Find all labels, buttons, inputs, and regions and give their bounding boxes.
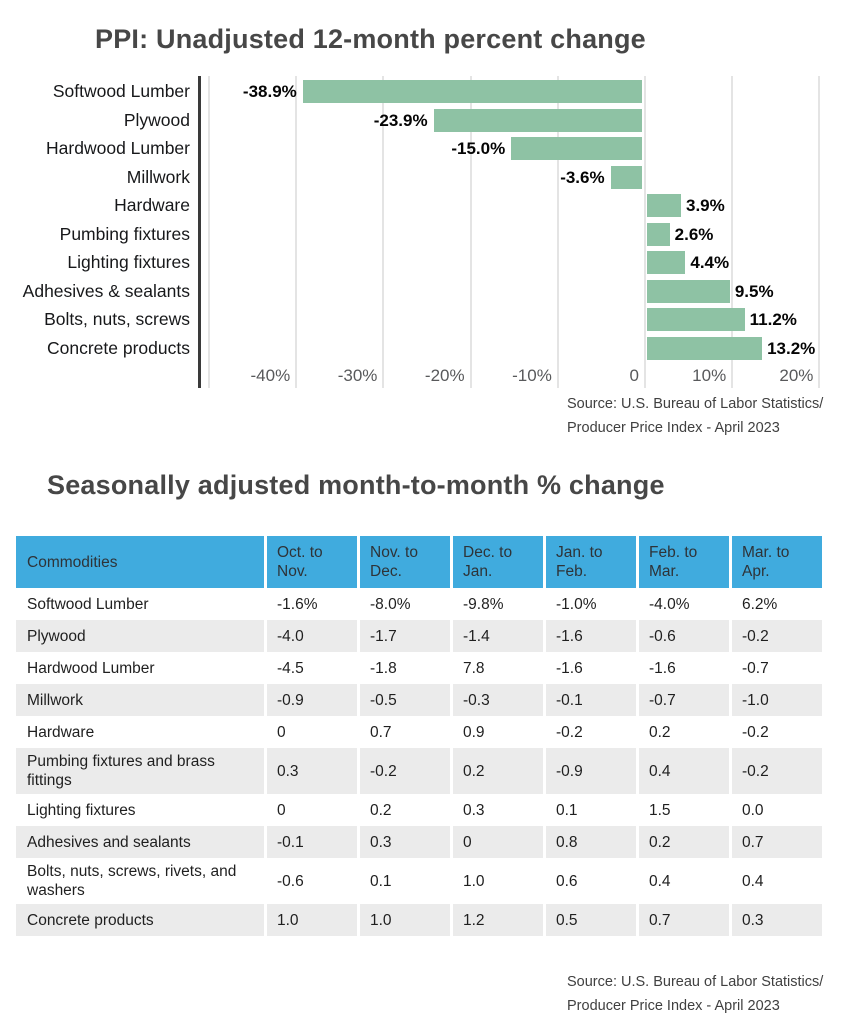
value-cell: 0.7	[357, 716, 450, 748]
commodity-name-cell: Bolts, nuts, screws, rivets, and washers	[27, 863, 237, 899]
table-row	[16, 588, 822, 620]
x-tick-label: -20%	[424, 366, 465, 385]
bar-value-label: -23.9%	[373, 110, 428, 130]
header-cell-commodities: Commodities	[27, 553, 118, 571]
bar-value-label: -38.9%	[242, 82, 297, 101]
value-cell: -4.0	[264, 620, 357, 652]
y-axis-line	[198, 76, 201, 388]
value-cell: -0.9	[264, 684, 357, 716]
header-cell-month: Feb. to Mar.	[636, 536, 729, 588]
value-cell: -0.1	[264, 826, 357, 858]
header-cell-month: Mar. to Apr.	[729, 536, 822, 588]
category-label: Softwood Lumber	[52, 81, 190, 101]
table-body	[16, 588, 822, 936]
category-label: Hardwood Lumber	[46, 138, 190, 158]
commodity-name-cell: Plywood	[27, 627, 86, 645]
header-cell-month: Nov. to Dec.	[357, 536, 450, 588]
header-cell-month: Dec. to Jan.	[450, 536, 543, 588]
table-row	[16, 684, 822, 716]
x-tick-label: 10%	[692, 366, 727, 385]
value-cell: -1.7	[357, 620, 450, 652]
commodity-name-cell: Hardware	[27, 723, 95, 741]
value-cell: 6.2%	[729, 588, 822, 620]
table-header-row	[16, 536, 822, 588]
value-cell: -1.6	[543, 620, 636, 652]
value-cell: -0.9	[543, 748, 636, 794]
bar-value-label: -15.0%	[451, 139, 506, 158]
commodity-name-cell: Millwork	[27, 691, 83, 709]
commodity-name-cell: Pumbing fixtures and brass fittings	[27, 753, 215, 789]
value-cell: -1.6%	[264, 588, 357, 620]
chart-source-line-1: Source: U.S. Bureau of Labor Statistics/	[567, 396, 824, 412]
x-tick-label: 20%	[779, 366, 814, 385]
category-label: Concrete products	[47, 337, 190, 358]
value-cell: -0.1	[543, 684, 636, 716]
commodities-table	[16, 536, 822, 936]
chart-title: PPI: Unadjusted 12-month percent change	[95, 24, 646, 54]
table-row	[16, 826, 822, 858]
commodity-name-cell: Hardwood Lumber	[27, 659, 155, 677]
value-cell: 0.8	[543, 826, 636, 858]
category-label: Bolts, nuts, screws	[44, 309, 190, 329]
bar	[303, 80, 642, 103]
value-cell: -1.6	[636, 652, 729, 684]
bar-value-label: 4.4%	[690, 253, 730, 272]
table-row	[16, 794, 822, 826]
value-cell: 0.7	[636, 904, 729, 936]
commodity-name-cell: Softwood Lumber	[27, 595, 149, 613]
value-cell: -9.8%	[450, 588, 543, 620]
header-cell-month: Oct. to Nov.	[264, 536, 357, 588]
bar	[647, 223, 670, 246]
table-row	[16, 620, 822, 652]
category-label: Lighting fixtures	[67, 252, 190, 272]
value-cell: -0.7	[729, 652, 822, 684]
category-label: Adhesives & sealants	[22, 280, 190, 301]
value-cell: 0	[264, 716, 357, 748]
category-label: Plywood	[123, 109, 190, 130]
chart-source	[567, 392, 823, 440]
grid-line	[818, 76, 820, 388]
value-cell: 0.2	[357, 794, 450, 826]
table-source	[567, 970, 823, 1018]
value-cell: 1.5	[636, 794, 729, 826]
value-cell: 0.4	[636, 748, 729, 794]
value-cell: -1.0	[729, 684, 822, 716]
value-cell: -4.5	[264, 652, 357, 684]
value-cell: 0.2	[450, 748, 543, 794]
value-cell: 0	[450, 826, 543, 858]
plot-area	[198, 76, 846, 388]
value-cell: -0.3	[450, 684, 543, 716]
value-cell: 0.2	[636, 716, 729, 748]
value-cell: 0.4	[636, 858, 729, 904]
x-tick-label: -40%	[250, 366, 291, 385]
value-cell: 1.0	[357, 904, 450, 936]
table-source-line-1: Source: U.S. Bureau of Labor Statistics/	[567, 974, 824, 990]
bar	[434, 109, 642, 132]
table-row	[16, 716, 822, 748]
table-title: Seasonally adjusted month-to-month % change	[47, 470, 665, 500]
commodity-name-cell: Lighting fixtures	[27, 801, 136, 819]
value-cell: -1.0%	[543, 588, 636, 620]
bar-value-label: 3.9%	[686, 196, 725, 215]
category-label: Pumbing fixtures	[59, 223, 190, 244]
table-source-line-2: Producer Price Index - April 2023	[567, 998, 780, 1014]
table-row	[16, 748, 822, 794]
grid-line	[644, 76, 646, 388]
grid-line	[208, 76, 210, 388]
bar	[611, 166, 642, 189]
bar	[647, 194, 681, 217]
bar-value-label: 11.2%	[749, 310, 797, 329]
category-label: Hardware	[114, 195, 190, 215]
value-cell: 0.3	[729, 904, 822, 936]
value-cell: -0.2	[729, 620, 822, 652]
chart-source-line-2: Producer Price Index - April 2023	[567, 420, 780, 436]
value-cell: -0.7	[636, 684, 729, 716]
value-cell: 1.0	[264, 904, 357, 936]
value-cell: 0.9	[450, 716, 543, 748]
bar-value-label: 13.2%	[767, 338, 816, 358]
value-cell: -1.8	[357, 652, 450, 684]
bar	[647, 251, 685, 274]
value-cell: -0.2	[729, 748, 822, 794]
value-cell: 0.1	[543, 794, 636, 826]
value-cell: -0.5	[357, 684, 450, 716]
bar-value-label: -3.6%	[560, 167, 605, 187]
table-row	[16, 858, 822, 904]
commodity-name-cell: Concrete products	[27, 911, 154, 929]
value-cell: 7.8	[450, 652, 543, 684]
value-cell: -0.2	[729, 716, 822, 748]
value-cell: 0.5	[543, 904, 636, 936]
bar	[511, 137, 642, 160]
value-cell: -0.6	[264, 858, 357, 904]
category-label: Millwork	[126, 166, 190, 187]
bar	[647, 337, 762, 360]
value-cell: -1.4	[450, 620, 543, 652]
commodity-name-cell: Adhesives and sealants	[27, 833, 191, 851]
value-cell: 0.3	[264, 748, 357, 794]
bar	[647, 308, 745, 331]
bar	[647, 280, 730, 303]
x-tick-label: -30%	[337, 366, 378, 385]
value-cell: 1.2	[450, 904, 543, 936]
bar-value-label: 2.6%	[674, 224, 714, 244]
x-tick-label: 0	[629, 366, 639, 385]
value-cell: 0.3	[357, 826, 450, 858]
value-cell: -1.6	[543, 652, 636, 684]
value-cell: -0.2	[357, 748, 450, 794]
value-cell: -0.6	[636, 620, 729, 652]
value-cell: 0.0	[729, 794, 822, 826]
value-cell: -0.2	[543, 716, 636, 748]
table-row	[16, 904, 822, 936]
value-cell: -4.0%	[636, 588, 729, 620]
value-cell: 1.0	[450, 858, 543, 904]
table-row	[16, 652, 822, 684]
bar-value-label: 9.5%	[734, 281, 774, 301]
value-cell: 0.2	[636, 826, 729, 858]
grid-line	[295, 76, 297, 388]
value-cell: 0.3	[450, 794, 543, 826]
value-cell: -8.0%	[357, 588, 450, 620]
x-tick-label: -10%	[512, 366, 552, 385]
value-cell: 0.1	[357, 858, 450, 904]
value-cell: 0.7	[729, 826, 822, 858]
value-cell: 0.6	[543, 858, 636, 904]
value-cell: 0	[264, 794, 357, 826]
value-cell: 0.4	[729, 858, 822, 904]
header-cell-month: Jan. to Feb.	[543, 536, 636, 588]
